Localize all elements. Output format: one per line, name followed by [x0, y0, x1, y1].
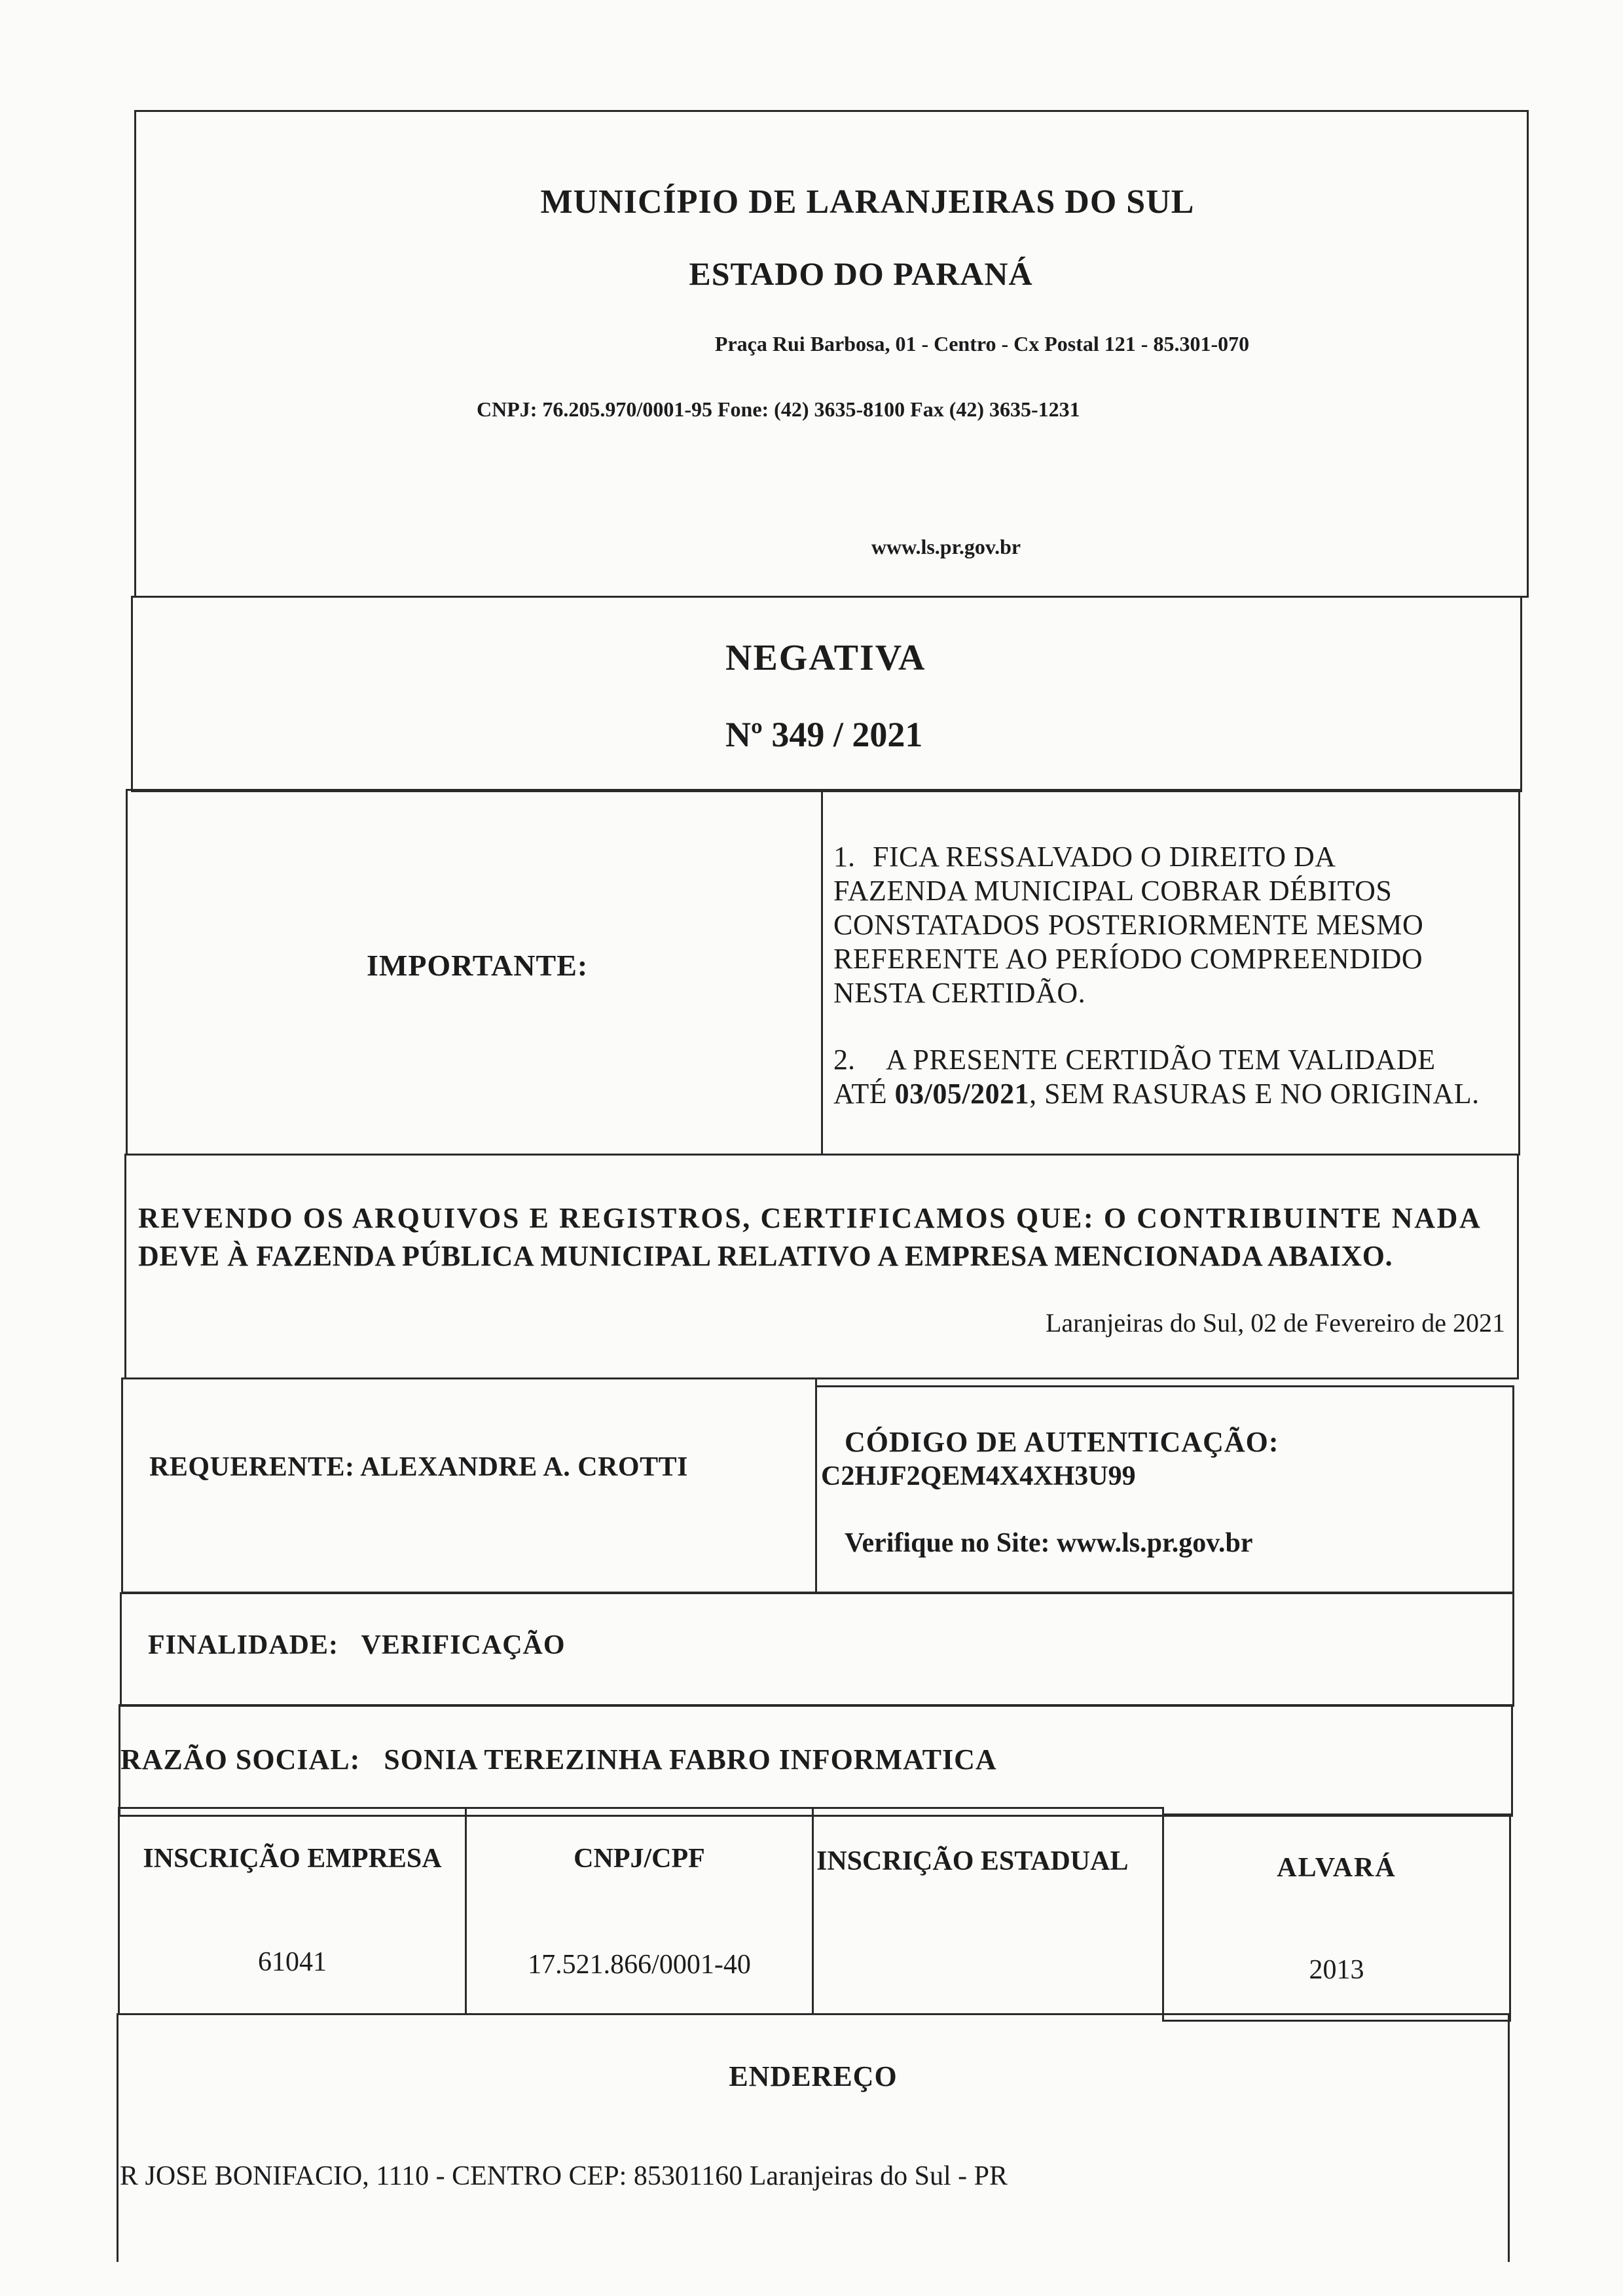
- statement-line-2: DEVE À FAZENDA PÚBLICA MUNICIPAL RELATIVO A EMPRESA MENCIONADA ABAIXO.: [138, 1240, 1393, 1272]
- company-name: SONIA TEREZINHA FABRO INFORMATICA: [384, 1743, 997, 1776]
- purpose-label: FINALIDADE:: [148, 1630, 339, 1660]
- value-alvara: 2013: [1309, 1955, 1364, 1985]
- certificate-box: [131, 596, 1522, 792]
- note-2-line-1: A PRESENTE CERTIDÃO TEM VALIDADE: [886, 1044, 1436, 1076]
- value-cnpj: 17.521.866/0001-40: [528, 1950, 751, 1980]
- note-2-prefix: ATÉ: [833, 1078, 895, 1110]
- purpose-box: [120, 1592, 1514, 1707]
- requester-cell: [121, 1377, 817, 1594]
- website-line: www.ls.pr.gov.br: [871, 535, 1021, 558]
- important-label-cell: [126, 789, 823, 1156]
- municipality-title: MUNICÍPIO DE LARANJEIRAS DO SUL: [540, 183, 1195, 221]
- authentication-code: C2HJF2QEM4X4XH3U99: [821, 1461, 1136, 1491]
- certificate-number: Nº 349 / 2021: [725, 715, 923, 754]
- header-cnpj: CNPJ/CPF: [574, 1844, 705, 1874]
- note-1-line: NESTA CERTIDÃO.: [833, 977, 1086, 1009]
- state-title: ESTADO DO PARANÁ: [689, 255, 1033, 292]
- validity-date: 03/05/2021: [894, 1078, 1030, 1110]
- company-text: [120, 1743, 997, 1776]
- value-inscricao-empresa: 61041: [258, 1947, 327, 1977]
- note-1-number: 1.: [833, 841, 855, 873]
- note-1-line: CONSTATADOS POSTERIORMENTE MESMO: [833, 909, 1424, 941]
- note-2-line-2: [833, 1077, 1480, 1110]
- purpose-value: VERIFICAÇÃO: [361, 1630, 566, 1660]
- note-2-number: 2.: [833, 1044, 855, 1076]
- purpose-text: [148, 1630, 566, 1661]
- address-box: [117, 2013, 1510, 2262]
- place-date: Laranjeiras do Sul, 02 de Fevereiro de 2021: [1045, 1308, 1505, 1338]
- registry-cell-inscricao-empresa: [118, 1807, 467, 2015]
- address-label: ENDEREÇO: [729, 2060, 898, 2092]
- note-1-text: [833, 840, 1423, 1010]
- header-alvara: ALVARÁ: [1277, 1853, 1396, 1883]
- header-inscricao-empresa: INSCRIÇÃO EMPRESA: [143, 1844, 442, 1874]
- note-1-line: REFERENTE AO PERÍODO COMPREENDIDO: [833, 943, 1423, 975]
- contact-line: CNPJ: 76.205.970/0001-95 Fone: (42) 3635-8100 Fax (42) 3635-1231: [477, 397, 1080, 421]
- note-1-line: FAZENDA MUNICIPAL COBRAR DÉBITOS: [833, 875, 1393, 907]
- authentication-label: CÓDIGO DE AUTENTICAÇÃO:: [845, 1426, 1279, 1458]
- header-inscricao-estadual: INSCRIÇÃO ESTADUAL: [816, 1846, 1129, 1876]
- requester-text: REQUERENTE: ALEXANDRE A. CROTTI: [149, 1452, 688, 1482]
- authentication-cell: [815, 1385, 1514, 1594]
- note-1-line: FICA RESSALVADO O DIREITO DA: [873, 841, 1336, 873]
- verify-site: Verifique no Site: www.ls.pr.gov.br: [845, 1528, 1253, 1558]
- address-value: R JOSE BONIFACIO, 1110 - CENTRO CEP: 85301160 Laranjeiras do Sul - PR: [120, 2161, 1008, 2191]
- registry-cell-alvara: [1162, 1813, 1511, 2022]
- statement-line-1: REVENDO OS ARQUIVOS E REGISTROS, CERTIFICAMOS QUE: O CONTRIBUINTE NADA: [138, 1202, 1482, 1234]
- registry-cell-inscricao-estadual: [812, 1807, 1164, 2015]
- certificate-type: NEGATIVA: [725, 638, 926, 678]
- company-box: [119, 1704, 1513, 1817]
- statement-box: [124, 1154, 1519, 1379]
- important-notes-cell: [821, 789, 1520, 1156]
- registry-cell-cnpj: [465, 1807, 814, 2015]
- note-2-suffix: , SEM RASURAS E NO ORIGINAL.: [1029, 1078, 1480, 1110]
- header-box: [134, 110, 1529, 598]
- important-label: IMPORTANTE:: [367, 949, 589, 982]
- address-line: Praça Rui Barbosa, 01 - Centro - Cx Postal 121 - 85.301-070: [714, 332, 1250, 355]
- company-label: RAZÃO SOCIAL:: [120, 1743, 361, 1776]
